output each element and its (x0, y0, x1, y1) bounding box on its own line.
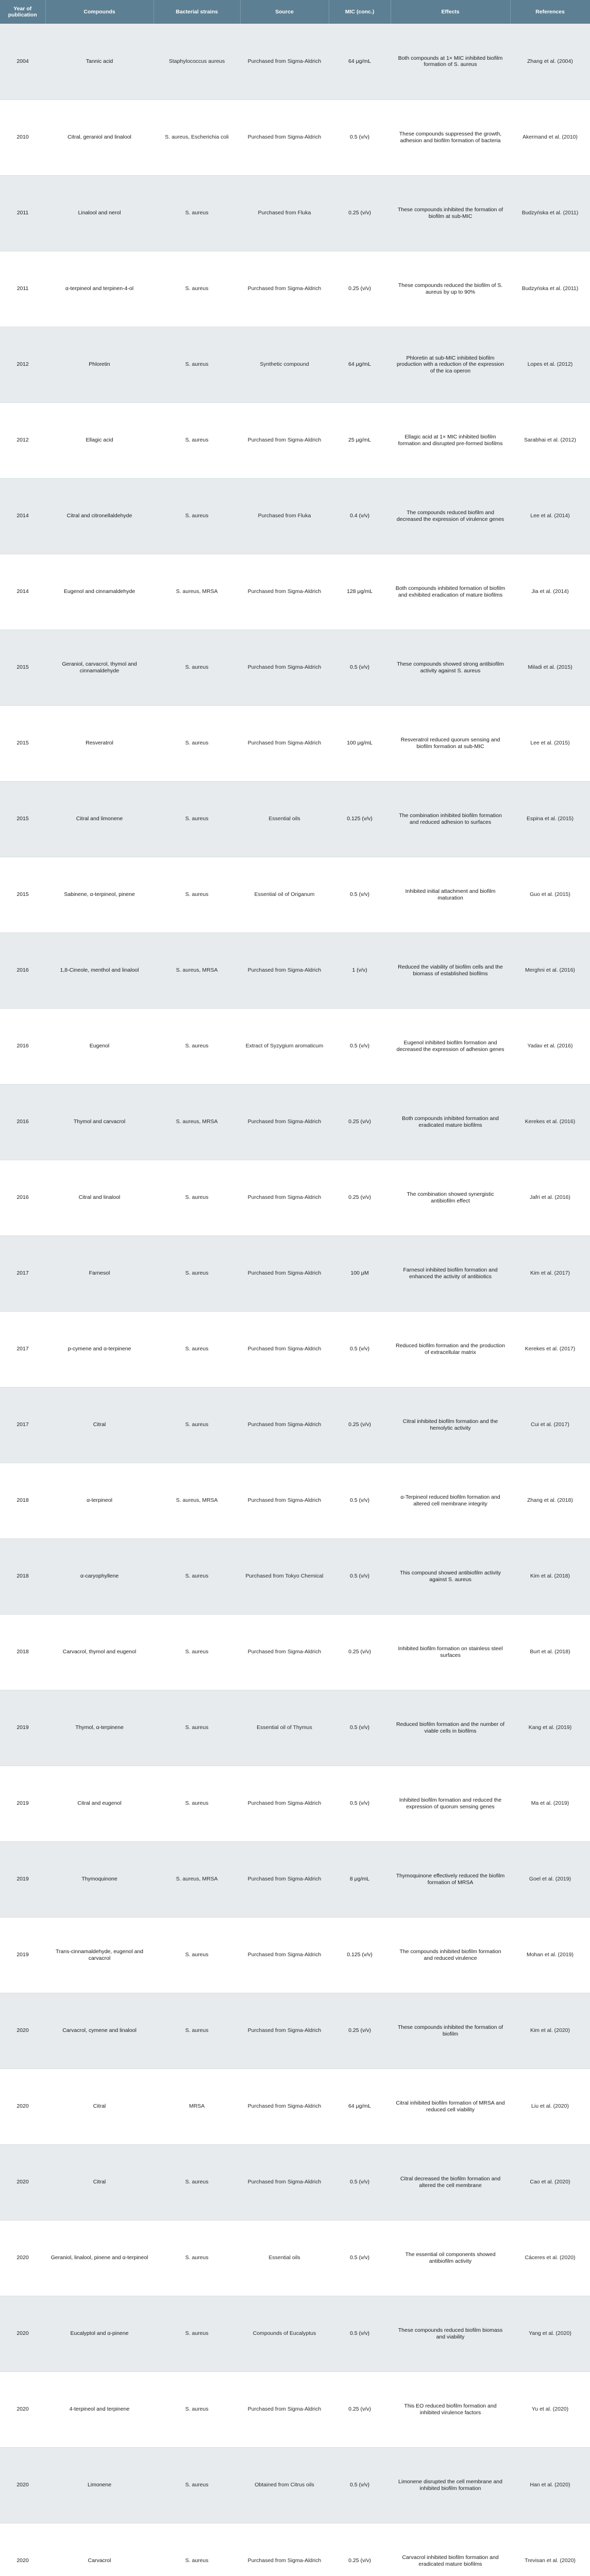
cell-year: 2004 (0, 24, 45, 99)
table-row (0, 2371, 590, 2447)
cell-compounds: α-caryophyllene (45, 1538, 154, 1614)
cell-source: Purchased from Fluka (240, 478, 329, 554)
cell-source: Purchased from Sigma-Aldrich (240, 1917, 329, 1993)
table-row (0, 554, 590, 630)
cell-compounds: Limonene (45, 2447, 154, 2523)
cell-reference: Cui et al. (2017) (510, 1387, 590, 1463)
cell-bacteria: S. aureus (154, 2371, 240, 2447)
cell-effects: Limonene disrupted the cell membrane and inhibited biofilm formation (391, 2447, 510, 2523)
cell-reference: Zhang et al. (2004) (510, 24, 590, 99)
cell-source: Purchased from Sigma-Aldrich (240, 2371, 329, 2447)
table-row (0, 1008, 590, 1084)
header-year: Year of publication (0, 0, 45, 24)
cell-source: Essential oil of Thymus (240, 1690, 329, 1766)
cell-year: 2019 (0, 1690, 45, 1766)
cell-year: 2017 (0, 1235, 45, 1311)
table-row (0, 1084, 590, 1160)
cell-year: 2020 (0, 2447, 45, 2523)
cell-reference: Merghni et al. (2016) (510, 933, 590, 1008)
cell-effects: The compounds inhibited biofilm formation and reduced virulence (391, 1917, 510, 1993)
cell-bacteria: S. aureus (154, 1766, 240, 1841)
table-row (0, 2447, 590, 2523)
cell-reference: Yadav et al. (2016) (510, 1008, 590, 1084)
cell-effects: Both compounds inhibited formation of biofilm and exhibited eradication of mature biofilms (391, 554, 510, 630)
cell-source: Purchased from Sigma-Aldrich (240, 24, 329, 99)
header-bacteria: Bacterial strains (154, 0, 240, 24)
cell-mic: 128 μg/mL (329, 554, 391, 630)
cell-bacteria: S. aureus, MRSA (154, 1084, 240, 1160)
cell-source: Purchased from Fluka (240, 175, 329, 251)
cell-effects: Inhibited initial attachment and biofilm maturation (391, 857, 510, 933)
cell-effects: Citral inhibited biofilm formation and the hemolytic activity (391, 1387, 510, 1463)
cell-source: Essential oils (240, 2220, 329, 2296)
cell-source: Purchased from Sigma-Aldrich (240, 1841, 329, 1917)
cell-reference: Kerekes et al. (2017) (510, 1311, 590, 1387)
cell-reference: Miladi et al. (2015) (510, 630, 590, 705)
cell-effects: Reduced the viability of biofilm cells and the biomass of established biofilms (391, 933, 510, 1008)
cell-compounds: Citral (45, 2144, 154, 2220)
cell-reference: Sarabhai et al. (2012) (510, 402, 590, 478)
cell-bacteria: S. aureus (154, 2220, 240, 2296)
table-body (0, 24, 590, 2576)
header-references: References (510, 0, 590, 24)
cell-source: Obtained from Citrus oils (240, 2447, 329, 2523)
table-row (0, 327, 590, 402)
table-row (0, 1387, 590, 1463)
table-row (0, 2523, 590, 2576)
cell-source: Purchased from Tokyo Chemical (240, 1538, 329, 1614)
table-row (0, 1993, 590, 2069)
cell-effects: Citral decreased the biofilm formation and altered the cell membrane (391, 2144, 510, 2220)
cell-mic: 0.5 (v/v) (329, 2296, 391, 2371)
cell-reference: Kang et al. (2019) (510, 1690, 590, 1766)
cell-effects: Farnesol inhibited biofilm formation and enhanced the activity of antibiotics (391, 1235, 510, 1311)
table-row (0, 99, 590, 175)
cell-mic: 0.5 (v/v) (329, 1538, 391, 1614)
cell-reference: Lee et al. (2015) (510, 705, 590, 781)
cell-bacteria: S. aureus (154, 2296, 240, 2371)
cell-source: Essential oil of Origanum (240, 857, 329, 933)
cell-effects: Reduced biofilm formation and the production of extracellular matrix (391, 1311, 510, 1387)
cell-reference: Cáceres et al. (2020) (510, 2220, 590, 2296)
cell-year: 2014 (0, 554, 45, 630)
cell-mic: 0.25 (v/v) (329, 1993, 391, 2069)
cell-source: Purchased from Sigma-Aldrich (240, 1084, 329, 1160)
cell-effects: Phloretin at sub-MIC inhibited biofilm production with a reduction of the expression of the ica operon (391, 327, 510, 402)
cell-reference: Goel et al. (2019) (510, 1841, 590, 1917)
table-row (0, 1841, 590, 1917)
cell-mic: 0.25 (v/v) (329, 1084, 391, 1160)
cell-source: Purchased from Sigma-Aldrich (240, 99, 329, 175)
table-row (0, 1690, 590, 1766)
cell-bacteria: S. aureus (154, 781, 240, 857)
cell-source: Purchased from Sigma-Aldrich (240, 1993, 329, 2069)
cell-compounds: Citral and citronellaldehyde (45, 478, 154, 554)
cell-reference: Guo et al. (2015) (510, 857, 590, 933)
cell-effects: Citral inhibited biofilm formation of MRSA and reduced cell viability (391, 2069, 510, 2144)
cell-reference: Kerekes et al. (2016) (510, 1084, 590, 1160)
cell-year: 2014 (0, 478, 45, 554)
cell-mic: 25 μg/mL (329, 402, 391, 478)
cell-reference: Yang et al. (2020) (510, 2296, 590, 2371)
cell-bacteria: S. aureus (154, 705, 240, 781)
table-row (0, 2069, 590, 2144)
cell-year: 2015 (0, 705, 45, 781)
cell-compounds: Citral (45, 1387, 154, 1463)
cell-mic: 0.5 (v/v) (329, 1766, 391, 1841)
table-row (0, 1538, 590, 1614)
cell-compounds: Citral, geraniol and linalool (45, 99, 154, 175)
header-source: Source (240, 0, 329, 24)
cell-bacteria: S. aureus (154, 402, 240, 478)
cell-compounds: Carvacrol, cymene and linalool (45, 1993, 154, 2069)
cell-effects: The essential oil components showed antibiofilm activity (391, 2220, 510, 2296)
cell-source: Purchased from Sigma-Aldrich (240, 630, 329, 705)
cell-compounds: Ellagic acid (45, 402, 154, 478)
cell-reference: Ma et al. (2019) (510, 1766, 590, 1841)
table-row (0, 24, 590, 99)
cell-compounds: Farnesol (45, 1235, 154, 1311)
table-row (0, 857, 590, 933)
cell-compounds: Citral (45, 2069, 154, 2144)
cell-effects: Inhibited biofilm formation and reduced the expression of quorum sensing genes (391, 1766, 510, 1841)
cell-source: Extract of Syzygium aromaticum (240, 1008, 329, 1084)
cell-bacteria: S. aureus (154, 630, 240, 705)
cell-bacteria: S. aureus (154, 1993, 240, 2069)
cell-year: 2015 (0, 781, 45, 857)
cell-bacteria: S. aureus, MRSA (154, 933, 240, 1008)
table-row (0, 933, 590, 1008)
cell-year: 2019 (0, 1841, 45, 1917)
cell-bacteria: S. aureus (154, 1160, 240, 1235)
cell-reference: Burt et al. (2018) (510, 1614, 590, 1690)
cell-effects: These compounds suppressed the growth, adhesion and biofilm formation of bacteria (391, 99, 510, 175)
cell-mic: 0.5 (v/v) (329, 2144, 391, 2220)
cell-effects: The combination inhibited biofilm formation and reduced adhesion to surfaces (391, 781, 510, 857)
cell-mic: 0.5 (v/v) (329, 2447, 391, 2523)
cell-effects: These compounds inhibited the formation of biofilm at sub-MIC (391, 175, 510, 251)
cell-mic: 100 μg/mL (329, 705, 391, 781)
cell-year: 2020 (0, 2371, 45, 2447)
cell-mic: 0.25 (v/v) (329, 251, 391, 327)
cell-compounds: Resveratrol (45, 705, 154, 781)
cell-mic: 0.5 (v/v) (329, 2220, 391, 2296)
cell-reference: Kim et al. (2020) (510, 1993, 590, 2069)
cell-bacteria: S. aureus, MRSA (154, 1463, 240, 1538)
cell-effects: Inhibited biofilm formation on stainless steel surfaces (391, 1614, 510, 1690)
cell-bacteria: MRSA (154, 2069, 240, 2144)
cell-compounds: Carvacrol, thymol and eugenol (45, 1614, 154, 1690)
cell-source: Purchased from Sigma-Aldrich (240, 1311, 329, 1387)
cell-source: Purchased from Sigma-Aldrich (240, 705, 329, 781)
cell-compounds: p-cymene and α-terpinene (45, 1311, 154, 1387)
cell-mic: 0.25 (v/v) (329, 175, 391, 251)
cell-effects: This EO reduced biofilm formation and inhibited virulence factors (391, 2371, 510, 2447)
cell-bacteria: S. aureus (154, 1614, 240, 1690)
cell-bacteria: S. aureus (154, 1008, 240, 1084)
cell-year: 2019 (0, 1766, 45, 1841)
cell-effects: Reduced biofilm formation and the number of viable cells in biofilms (391, 1690, 510, 1766)
cell-source: Purchased from Sigma-Aldrich (240, 1614, 329, 1690)
cell-reference: Budzyńska et al. (2011) (510, 175, 590, 251)
cell-mic: 8 μg/mL (329, 1841, 391, 1917)
cell-reference: Budzyńska et al. (2011) (510, 251, 590, 327)
cell-year: 2016 (0, 1160, 45, 1235)
cell-bacteria: S. aureus (154, 857, 240, 933)
cell-mic: 1 (v/v) (329, 933, 391, 1008)
table-row (0, 175, 590, 251)
cell-effects: These compounds reduced the biofilm of S. aureus by up to 90% (391, 251, 510, 327)
cell-effects: Ellagic acid at 1× MIC inhibited biofilm formation and disrupted pre-formed biofilms (391, 402, 510, 478)
cell-compounds: Thymoquinone (45, 1841, 154, 1917)
cell-mic: 0.5 (v/v) (329, 1690, 391, 1766)
cell-compounds: Geraniol, linalool, pinene and α-terpineol (45, 2220, 154, 2296)
table-row (0, 1614, 590, 1690)
cell-year: 2016 (0, 1008, 45, 1084)
cell-bacteria: S. aureus (154, 327, 240, 402)
cell-compounds: Thymol, α-terpinene (45, 1690, 154, 1766)
cell-year: 2015 (0, 630, 45, 705)
cell-year: 2017 (0, 1387, 45, 1463)
cell-effects: The compounds reduced biofilm and decreased the expression of virulence genes (391, 478, 510, 554)
table-row (0, 1235, 590, 1311)
cell-reference: Lee et al. (2014) (510, 478, 590, 554)
cell-source: Essential oils (240, 781, 329, 857)
cell-year: 2019 (0, 1917, 45, 1993)
cell-year: 2011 (0, 251, 45, 327)
cell-year: 2012 (0, 402, 45, 478)
cell-mic: 0.125 (v/v) (329, 1917, 391, 1993)
table-row (0, 402, 590, 478)
cell-mic: 0.5 (v/v) (329, 630, 391, 705)
cell-source: Purchased from Sigma-Aldrich (240, 251, 329, 327)
cell-bacteria: S. aureus (154, 1311, 240, 1387)
cell-bacteria: S. aureus (154, 1235, 240, 1311)
cell-mic: 0.25 (v/v) (329, 1614, 391, 1690)
table-row (0, 781, 590, 857)
cell-source: Purchased from Sigma-Aldrich (240, 2144, 329, 2220)
cell-bacteria: Staphylococcus aureus (154, 24, 240, 99)
cell-year: 2018 (0, 1463, 45, 1538)
cell-compounds: Trans-cinnamaldehyde, eugenol and carvacrol (45, 1917, 154, 1993)
cell-mic: 0.25 (v/v) (329, 2523, 391, 2576)
cell-reference: Trevisan et al. (2020) (510, 2523, 590, 2576)
cell-reference: Lopes et al. (2012) (510, 327, 590, 402)
cell-compounds: Eugenol (45, 1008, 154, 1084)
cell-effects: These compounds showed strong antibiofilm activity against S. aureus (391, 630, 510, 705)
cell-reference: Akermand et al. (2010) (510, 99, 590, 175)
table-row (0, 630, 590, 705)
table-row (0, 705, 590, 781)
cell-mic: 100 μM (329, 1235, 391, 1311)
cell-compounds: Sabinene, α-terpineol, pinene (45, 857, 154, 933)
cell-bacteria: S. aureus (154, 1538, 240, 1614)
cell-bacteria: S. aureus (154, 2144, 240, 2220)
cell-reference: Espina et al. (2015) (510, 781, 590, 857)
cell-effects: Resveratrol reduced quorum sensing and biofilm formation at sub-MIC (391, 705, 510, 781)
cell-source: Purchased from Sigma-Aldrich (240, 1766, 329, 1841)
cell-year: 2020 (0, 2220, 45, 2296)
cell-effects: These compounds reduced biofilm biomass and viability (391, 2296, 510, 2371)
cell-compounds: Phloretin (45, 327, 154, 402)
cell-mic: 0.25 (v/v) (329, 2371, 391, 2447)
cell-bacteria: S. aureus (154, 2523, 240, 2576)
cell-bacteria: S. aureus (154, 2447, 240, 2523)
cell-year: 2020 (0, 2296, 45, 2371)
cell-bacteria: S. aureus (154, 1387, 240, 1463)
cell-mic: 0.5 (v/v) (329, 99, 391, 175)
cell-bacteria: S. aureus, MRSA (154, 1841, 240, 1917)
cell-compounds: Citral and limonene (45, 781, 154, 857)
cell-effects: Thymoquinone effectively reduced the biofilm formation of MRSA (391, 1841, 510, 1917)
cell-mic: 0.5 (v/v) (329, 1008, 391, 1084)
cell-mic: 0.4 (v/v) (329, 478, 391, 554)
table-row (0, 1917, 590, 1993)
cell-source: Purchased from Sigma-Aldrich (240, 2523, 329, 2576)
cell-reference: Cao et al. (2020) (510, 2144, 590, 2220)
cell-mic: 64 μg/mL (329, 2069, 391, 2144)
cell-year: 2020 (0, 2069, 45, 2144)
cell-compounds: α-terpineol and terpinen-4-ol (45, 251, 154, 327)
table-header (0, 0, 590, 24)
cell-source: Synthetic compound (240, 327, 329, 402)
cell-year: 2018 (0, 1614, 45, 1690)
table-row (0, 1160, 590, 1235)
cell-mic: 0.25 (v/v) (329, 1160, 391, 1235)
cell-effects: α-Terpineol reduced biofilm formation and altered cell membrane integrity (391, 1463, 510, 1538)
cell-compounds: α-terpineol (45, 1463, 154, 1538)
cell-source: Purchased from Sigma-Aldrich (240, 1463, 329, 1538)
cell-compounds: Eugenol and cinnamaldehyde (45, 554, 154, 630)
table-row (0, 478, 590, 554)
cell-effects: These compounds inhibited the formation of biofilm (391, 1993, 510, 2069)
cell-reference: Mohan et al. (2019) (510, 1917, 590, 1993)
cell-source: Purchased from Sigma-Aldrich (240, 933, 329, 1008)
cell-year: 2017 (0, 1311, 45, 1387)
cell-effects: Both compounds at 1× MIC inhibited biofilm formation of S. aureus (391, 24, 510, 99)
cell-bacteria: S. aureus, MRSA (154, 554, 240, 630)
cell-compounds: Eucalyptol and α-pinene (45, 2296, 154, 2371)
cell-compounds: 1,8-Cineole, menthol and linalool (45, 933, 154, 1008)
cell-effects: This compound showed antibiofilm activity against S. aureus (391, 1538, 510, 1614)
cell-bacteria: S. aureus (154, 175, 240, 251)
cell-effects: Eugenol inhibited biofilm formation and decreased the expression of adhesion genes (391, 1008, 510, 1084)
cell-bacteria: S. aureus, Escherichia coli (154, 99, 240, 175)
cell-reference: Kim et al. (2018) (510, 1538, 590, 1614)
cell-mic: 64 μg/mL (329, 327, 391, 402)
cell-reference: Han et al. (2020) (510, 2447, 590, 2523)
cell-source: Purchased from Sigma-Aldrich (240, 554, 329, 630)
cell-year: 2011 (0, 175, 45, 251)
table-row (0, 2220, 590, 2296)
cell-source: Purchased from Sigma-Aldrich (240, 1160, 329, 1235)
cell-bacteria: S. aureus (154, 478, 240, 554)
cell-source: Purchased from Sigma-Aldrich (240, 1387, 329, 1463)
header-mic: MIC (conc.) (329, 0, 391, 24)
cell-compounds: Geraniol, carvacrol, thymol and cinnamaldehyde (45, 630, 154, 705)
table-row (0, 1463, 590, 1538)
header-effects: Effects (391, 0, 510, 24)
cell-bacteria: S. aureus (154, 1690, 240, 1766)
table-row (0, 2144, 590, 2220)
cell-reference: Kim et al. (2017) (510, 1235, 590, 1311)
cell-source: Purchased from Sigma-Aldrich (240, 402, 329, 478)
cell-effects: The combination showed synergistic antibiofilm effect (391, 1160, 510, 1235)
cell-year: 2016 (0, 933, 45, 1008)
table-row (0, 1766, 590, 1841)
cell-mic: 0.5 (v/v) (329, 1463, 391, 1538)
cell-year: 2016 (0, 1084, 45, 1160)
cell-mic: 0.125 (v/v) (329, 781, 391, 857)
cell-compounds: Tannic acid (45, 24, 154, 99)
cell-source: Purchased from Sigma-Aldrich (240, 2069, 329, 2144)
header-compounds: Compounds (45, 0, 154, 24)
cell-source: Purchased from Sigma-Aldrich (240, 1235, 329, 1311)
cell-year: 2015 (0, 857, 45, 933)
cell-mic: 0.5 (v/v) (329, 1311, 391, 1387)
cell-reference: Zhang et al. (2018) (510, 1463, 590, 1538)
table-row (0, 251, 590, 327)
cell-mic: 0.25 (v/v) (329, 1387, 391, 1463)
cell-reference: Yu et al. (2020) (510, 2371, 590, 2447)
cell-reference: Jafri et al. (2016) (510, 1160, 590, 1235)
cell-reference: Jia et al. (2014) (510, 554, 590, 630)
cell-source: Compounds of Eucalyptus (240, 2296, 329, 2371)
cell-year: 2020 (0, 2523, 45, 2576)
cell-compounds: Linalool and nerol (45, 175, 154, 251)
cell-mic: 0.5 (v/v) (329, 857, 391, 933)
cell-mic: 64 μg/mL (329, 24, 391, 99)
cell-bacteria: S. aureus (154, 251, 240, 327)
cell-year: 2012 (0, 327, 45, 402)
cell-year: 2020 (0, 1993, 45, 2069)
cell-effects: Both compounds inhibited formation and eradicated mature biofilms (391, 1084, 510, 1160)
cell-bacteria: S. aureus (154, 1917, 240, 1993)
cell-year: 2010 (0, 99, 45, 175)
table-row (0, 1311, 590, 1387)
table-row (0, 2296, 590, 2371)
cell-year: 2020 (0, 2144, 45, 2220)
cell-compounds: Thymol and carvacrol (45, 1084, 154, 1160)
cell-year: 2018 (0, 1538, 45, 1614)
cell-effects: Carvacrol inhibited biofilm formation and eradicated mature biofilms (391, 2523, 510, 2576)
cell-compounds: Citral and eugenol (45, 1766, 154, 1841)
cell-reference: Liu et al. (2020) (510, 2069, 590, 2144)
cell-compounds: Carvacrol (45, 2523, 154, 2576)
cell-compounds: Citral and linalool (45, 1160, 154, 1235)
cell-compounds: 4-terpineol and terpinene (45, 2371, 154, 2447)
